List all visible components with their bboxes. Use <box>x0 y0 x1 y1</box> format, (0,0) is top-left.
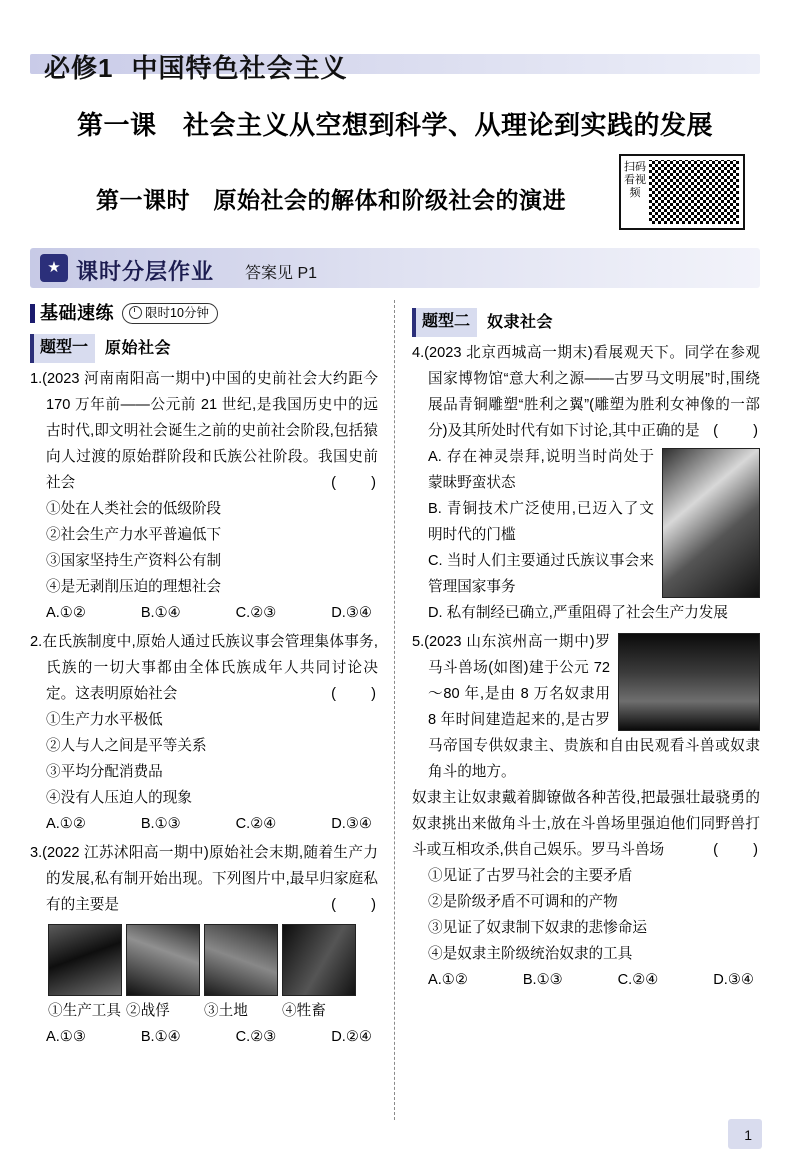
question-5-number: 5. <box>412 634 425 650</box>
content-columns <box>30 300 760 1120</box>
livestock-photo <box>282 924 356 996</box>
land-photo <box>204 924 278 996</box>
question-5-option-b[interactable]: B.①③ <box>522 972 563 988</box>
winged-victory-sculpture-photo <box>662 448 760 598</box>
caption-4: ④牲畜 <box>282 1003 326 1019</box>
question-3 <box>30 840 378 1050</box>
question-4 <box>412 340 760 626</box>
question-1-number: 1. <box>30 371 43 387</box>
qr-code-box[interactable] <box>619 154 745 230</box>
answer-note: 答案见 P1 <box>245 265 318 282</box>
question-1-option-c[interactable]: C.②③ <box>235 605 277 621</box>
time-limit-badge <box>122 303 218 324</box>
question-4-option-c[interactable]: C. 当时人们主要通过氏族议事会来管理国家事务 <box>428 553 654 595</box>
basic-drill-heading <box>30 300 378 326</box>
question-4-option-d[interactable]: D. 私有制经已确立,严重阻碍了社会生产力发展 <box>428 605 728 621</box>
question-2-item-1: ①生产力水平极低 <box>46 712 163 728</box>
right-column <box>412 300 760 1120</box>
question-5-item-3: ③见证了奴隶制下奴隶的悲惨命运 <box>428 920 647 936</box>
question-5-options <box>412 967 760 993</box>
question-2-stem <box>30 629 378 707</box>
question-1-stem <box>30 366 378 496</box>
question-3-image-captions <box>48 998 378 1024</box>
question-2-option-a[interactable]: A.①② <box>46 816 86 832</box>
clock-icon <box>129 306 142 319</box>
question-5-option-a[interactable]: A.①② <box>428 972 468 988</box>
question-4-source: (2023 北京西城高一期末) <box>424 345 593 361</box>
question-2-item-4: ④没有人压迫人的现象 <box>46 790 192 806</box>
question-type-one-heading <box>30 334 378 363</box>
question-5-stem-part1 <box>412 629 760 785</box>
question-5-option-d[interactable]: D.③④ <box>713 972 754 988</box>
question-4-stem <box>412 340 760 444</box>
question-2-option-d[interactable]: D.③④ <box>331 816 372 832</box>
caption-1: ①生产工具 <box>48 1003 121 1019</box>
question-3-option-b[interactable]: B.①④ <box>140 1029 181 1045</box>
question-5-text-a: 罗马斗兽场(如图)建于公元 72～80 年,是由 8 万名奴隶用 8 年时间建造起来的,是古罗马帝国专供奴隶主、贵族和自由民观看斗兽或奴隶角斗的地方。 <box>428 634 760 780</box>
question-1-item-1: ①处在人类社会的低级阶段 <box>46 501 222 517</box>
question-1-item-4: ④是无剥削压迫的理想社会 <box>46 579 222 595</box>
question-2-options <box>30 811 378 837</box>
question-4-blank: ( ) <box>713 423 760 439</box>
question-4-option-b[interactable]: B. 青铜技术广泛使用,已迈入了文明时代的门槛 <box>428 501 654 543</box>
question-1-option-a[interactable]: A.①② <box>46 605 86 621</box>
page-number: 1 <box>744 1127 752 1143</box>
question-3-options <box>30 1024 378 1050</box>
caption-3: ③土地 <box>204 1003 248 1019</box>
assignment-section-bar <box>30 248 760 288</box>
question-1-options <box>30 600 378 626</box>
period-title: 第一课时 原始社会的解体和阶级社会的演进 <box>96 187 566 213</box>
question-5-source: (2023 山东滨州高一期中) <box>424 634 595 650</box>
question-type-two-heading <box>412 308 760 337</box>
question-1-item-2: ②社会生产力水平普遍低下 <box>46 527 222 543</box>
book-band <box>30 48 760 82</box>
column-divider <box>394 300 395 1120</box>
type-tag-one: 题型一 <box>30 334 95 363</box>
question-5-stem-part2 <box>412 785 760 863</box>
question-4-text: 看展观天下。同学在参观国家博物馆“意大利之源——古罗马文明展”时,围绕展品青铜雕塑“胜利之翼”(雕塑为胜利女神像的一部分)及其所处时代有如下讨论,其中正确的是 <box>428 345 760 439</box>
question-1-option-b[interactable]: B.①④ <box>140 605 181 621</box>
question-1-text: 中国的史前社会大约距今 170 万年前——公元前 21 世纪,是我国历史中的远古时代,即文明社会诞生之前的史前社会阶段,包括猿向人过渡的原始群阶段和氏族公社阶段。我国史前社会 <box>46 371 378 491</box>
question-2-item-2: ②人与人之间是平等关系 <box>46 738 207 754</box>
left-column <box>30 300 378 1120</box>
unit-title: 中国特色社会主义 <box>131 53 348 83</box>
question-2-item-3: ③平均分配消费品 <box>46 764 163 780</box>
time-limit-text: 限时10分钟 <box>145 305 209 320</box>
question-5-option-c[interactable]: C.②④ <box>617 972 659 988</box>
question-2-text: 在氏族制度中,原始人通过氏族议事会管理集体事务,氏族的一切大事都由全体氏族成年人共同讨论决定。这表明原始社会 <box>42 634 378 702</box>
question-1 <box>30 366 378 626</box>
question-2-blank: ( ) <box>331 686 378 702</box>
question-5-blank: ( ) <box>713 842 760 858</box>
question-4-number: 4. <box>412 345 425 361</box>
question-5-item-1: ①见证了古罗马社会的主要矛盾 <box>428 868 633 884</box>
question-5 <box>412 629 760 993</box>
question-1-item-3: ③国家坚持生产资料公有制 <box>46 553 222 569</box>
prisoners-photo <box>126 924 200 996</box>
question-1-option-d[interactable]: D.③④ <box>331 605 372 621</box>
unit-label: 必修1 <box>44 53 114 83</box>
question-3-blank: ( ) <box>331 897 378 913</box>
question-5-text-b: 奴隶主让奴隶戴着脚镣做各种苦役,把最强壮最骁勇的奴隶挑出来做角斗士,放在斗兽场里强迫他们同野兽打斗或互相攻杀,供自己娱乐。罗马斗兽场 <box>412 790 760 858</box>
question-3-option-a[interactable]: A.①③ <box>46 1029 86 1045</box>
band-text <box>44 48 347 85</box>
question-1-source: (2023 河南南阳高一期中) <box>42 371 211 387</box>
section-title: 课时分层作业 <box>76 259 215 284</box>
question-3-option-c[interactable]: C.②③ <box>235 1029 277 1045</box>
colosseum-photo <box>618 633 760 731</box>
question-2 <box>30 629 378 837</box>
question-4-option-a[interactable]: A. 存在神灵崇拜,说明当时尚处于蒙昧野蛮状态 <box>428 449 654 491</box>
period-row <box>0 161 790 232</box>
caption-2: ②战俘 <box>126 1003 170 1019</box>
question-5-item-2: ②是阶级矛盾不可调和的产物 <box>428 894 618 910</box>
book-icon: ★ <box>40 254 68 282</box>
question-2-option-c[interactable]: C.②④ <box>235 816 277 832</box>
qr-label: 扫码看视频 <box>624 161 646 199</box>
drill-title: 基础速练 <box>40 303 114 323</box>
question-2-option-b[interactable]: B.①③ <box>140 816 181 832</box>
question-3-number: 3. <box>30 845 43 861</box>
lesson-title: 第一课 社会主义从空想到科学、从理论到实践的发展 <box>76 110 713 140</box>
qr-code-image <box>649 160 739 224</box>
heading-accent-bar <box>30 304 35 323</box>
question-3-source: (2022 江苏沭阳高一期中) <box>42 845 209 861</box>
type-name-two: 奴隶社会 <box>487 313 554 331</box>
stone-tools-photo <box>48 924 122 996</box>
question-3-stem <box>30 840 378 918</box>
question-3-text: 原始社会末期,随着生产力的发展,私有制开始出现。下列图片中,最早归家庭私有的主要是 <box>46 845 378 913</box>
question-5-item-4: ④是奴隶主阶级统治奴隶的工具 <box>428 946 633 962</box>
type-name-one: 原始社会 <box>105 339 172 357</box>
question-2-number: 2. <box>30 634 43 650</box>
question-3-image-row <box>48 924 378 996</box>
question-1-blank: ( ) <box>331 475 378 491</box>
type-tag-two: 题型二 <box>412 308 477 337</box>
question-3-option-d[interactable]: D.②④ <box>331 1029 372 1045</box>
